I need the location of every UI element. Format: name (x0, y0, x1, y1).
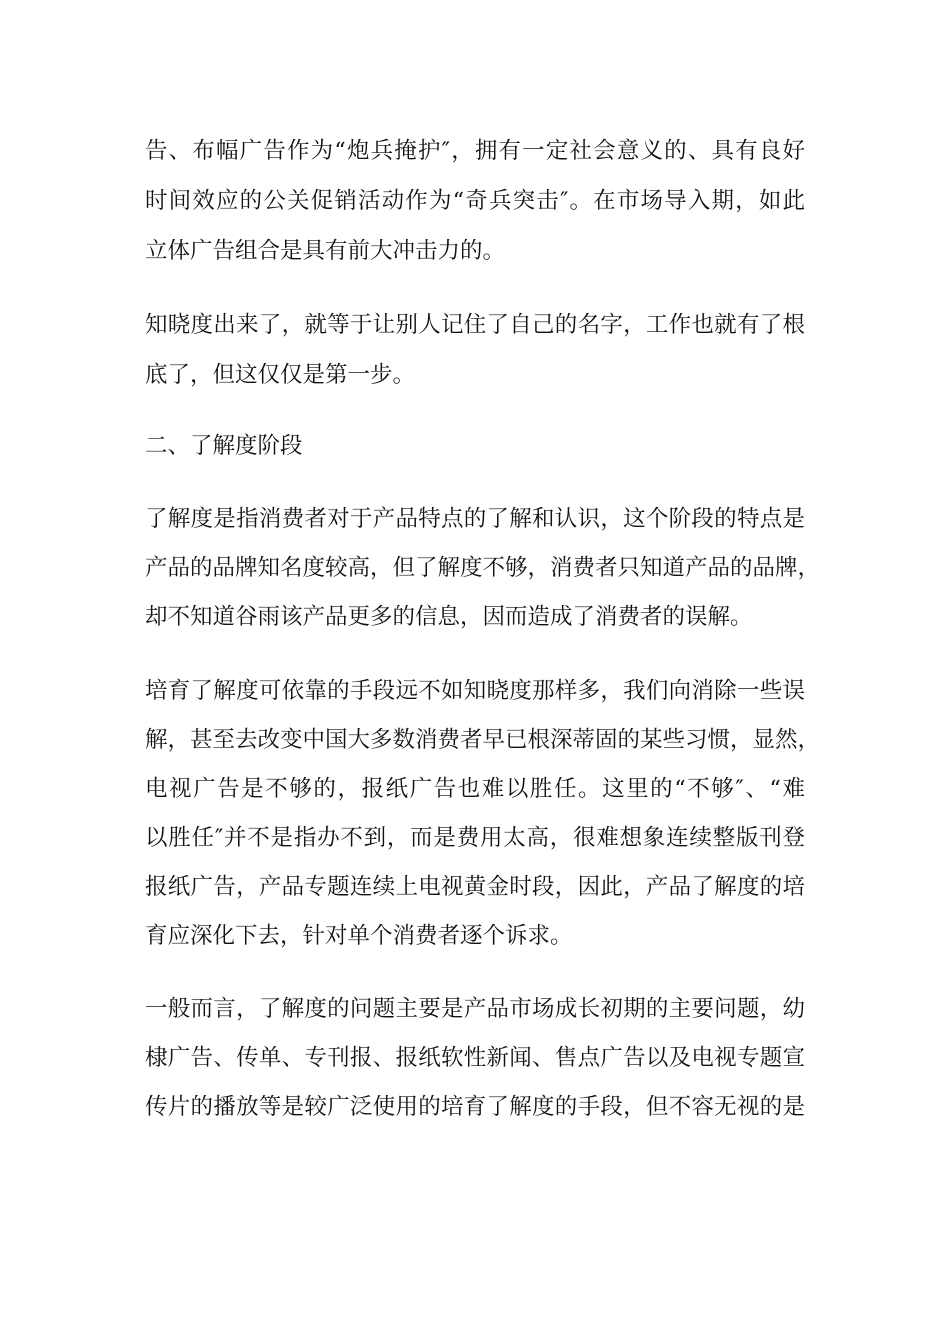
paragraph-4-line-6: 育应深化下去，针对单个消费者逐个诉求。 (145, 923, 573, 949)
paragraph-3-line-1: 了解度是指消费者对于产品特点的了解和认识，这个阶段的特点是 (145, 506, 805, 532)
section-heading: 二、了解度阶段 (145, 433, 303, 459)
paragraph-1-line-3: 立体广告组合是具有前大冲击力的。 (145, 238, 506, 264)
paragraph-4-line-5: 报纸广告，产品专题连续上电视黄金时段，因此，产品了解度的培 (145, 874, 805, 900)
paragraph-2-line-2: 底了，但这仅仅是第一步。 (145, 362, 416, 388)
paragraph-5-line-3: 传片的播放等是较广泛使用的培育了解度的手段，但不容无视的是 (145, 1094, 805, 1120)
paragraph-3-line-2: 产品的品牌知名度较高，但了解度不够，消费者只知道产品的品牌， (145, 555, 821, 581)
paragraph-2-line-1: 知晓度出来了，就等于让别人记住了自己的名字，工作也就有了根 (145, 312, 805, 338)
paragraph-4-line-4: 以胜任″并不是指办不到，而是费用太高，很难想象连续整版刊登 (145, 825, 805, 851)
paragraph-1-line-2: 时间效应的公关促销活动作为“奇兵突击″。在市场导入期，如此 (145, 188, 805, 214)
paragraph-4-line-1: 培育了解度可依靠的手段远不如知晓度那样多，我们向消除一些误 (145, 678, 805, 704)
paragraph-1-line-1: 告、布幅广告作为“炮兵掩护″，拥有一定社会意义的、具有良好 (145, 138, 805, 164)
paragraph-3-line-3: 却不知道谷雨该产品更多的信息，因而造成了消费者的误解。 (145, 604, 753, 630)
paragraph-5-line-1: 一般而言，了解度的问题主要是产品市场成长初期的主要问题，幼 (145, 996, 805, 1022)
paragraph-5-line-2: 棣广告、传单、专刊报、报纸软性新闻、售点广告以及电视专题宣 (145, 1045, 805, 1071)
paragraph-4-line-3: 电视广告是不够的，报纸广告也难以胜任。这里的“不够″、“难 (145, 776, 805, 802)
paragraph-4-line-2: 解，甚至去改变中国大多数消费者早已根深蒂固的某些习惯，显然， (145, 727, 821, 753)
